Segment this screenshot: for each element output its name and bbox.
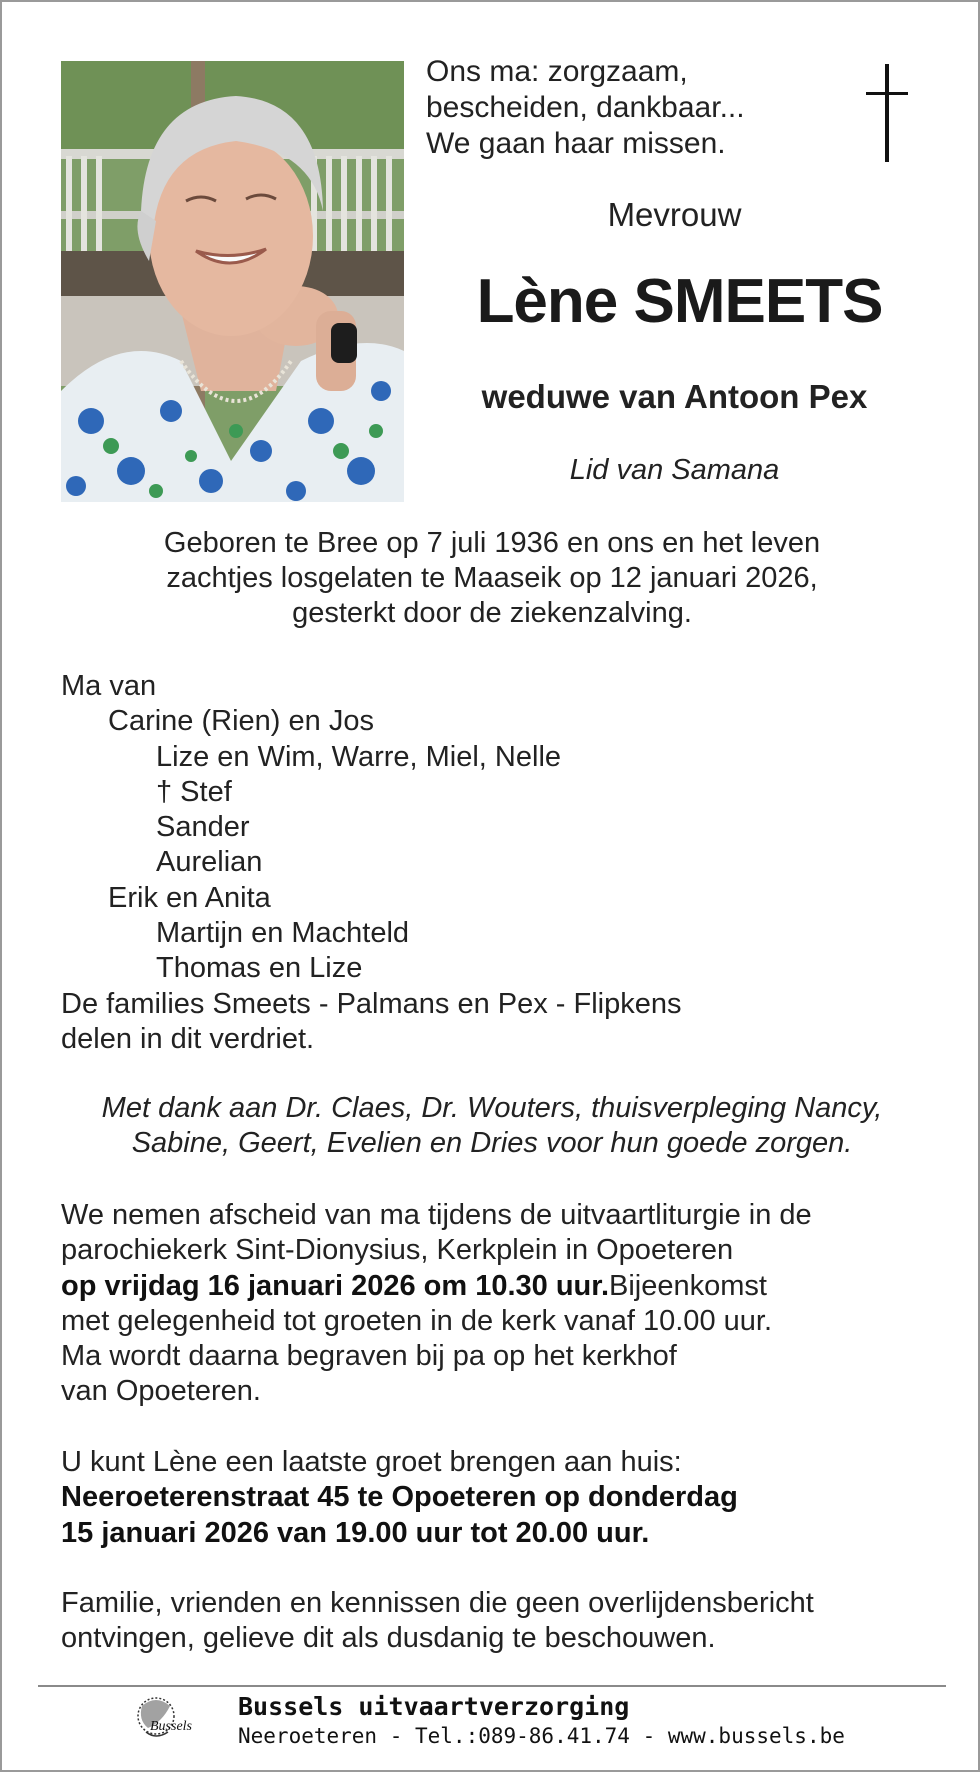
funeral-home-name: Bussels uitvaartverzorging <box>238 1692 630 1721</box>
notice-text <box>61 1586 941 1657</box>
families-line: De families Smeets - Palmans en Pex - Flipkens <box>61 987 682 1020</box>
grandchild-name: Thomas en Lize <box>156 952 363 985</box>
family-heading: Ma van <box>61 670 157 702</box>
grandchild-name: Martijn en Machteld <box>156 917 410 950</box>
visit-line: U kunt Lène een laatste groet brengen aan huis: <box>61 1446 682 1478</box>
ceremony-line: van Opoeteren. <box>61 1375 261 1408</box>
ceremony-line: met gelegenheid tot groeten in de kerk vanaf 10.00 uur. <box>61 1304 772 1337</box>
grandchild-name: Lize en Wim, Warre, Miel, Nelle <box>156 740 562 773</box>
ceremony-line: parochiekerk Sint-Dionysius, Kerkplein in Opoeteren <box>61 1234 734 1267</box>
grandchild-name: Aurelian <box>156 846 263 879</box>
ceremony-line <box>61 1269 941 1304</box>
membership: Lid van Samana <box>569 454 780 486</box>
thanks-line: Met dank aan Dr. Claes, Dr. Wouters, thuisverpleging Nancy, <box>101 1092 883 1124</box>
bussels-logo <box>134 1692 194 1748</box>
home-visit-details <box>61 1445 941 1551</box>
funeral-home-info <box>238 1692 858 1750</box>
born-line: gesterkt door de ziekenzalving. <box>292 597 692 629</box>
footer-divider <box>38 1685 946 1687</box>
motto-line: We gaan haar missen. <box>426 127 726 160</box>
thanks-note <box>42 1091 942 1161</box>
ceremony-gathering: Bijeenkomst <box>609 1269 767 1302</box>
family-list <box>61 669 931 1057</box>
shared-grief-line: delen in dit verdriet. <box>61 1022 315 1055</box>
ceremony-date: op vrijdag 16 januari 2026 om 10.30 uur. <box>61 1269 610 1302</box>
motto <box>426 54 786 162</box>
motto-line: Ons ma: zorgzaam, <box>426 55 688 88</box>
notice-line: ontvingen, gelieve dit als dusdanig te beschouwen. <box>61 1622 716 1655</box>
child-name: Erik en Anita <box>108 881 271 914</box>
ceremony-details <box>61 1198 941 1410</box>
svg-text:Bussels: Bussels <box>150 1719 192 1734</box>
thanks-line: Sabine, Geert, Evelien en Dries voor hun goede zorgen. <box>131 1127 853 1159</box>
grandchild-name: † Stef <box>156 775 232 808</box>
child-name: Carine (Rien) en Jos <box>108 705 374 738</box>
born-line: zachtjes losgelaten te Maaseik op 12 januari 2026, <box>166 562 818 594</box>
portrait-photo <box>61 61 404 502</box>
motto-line: bescheiden, dankbaar... <box>426 91 745 124</box>
grandchild-name: Sander <box>156 811 250 844</box>
ceremony-line: We nemen afscheid van ma tijdens de uitvaartliturgie in de <box>61 1199 812 1231</box>
honorific: Mevrouw <box>607 196 742 233</box>
cross-icon <box>866 64 908 162</box>
deceased-name: Lène SMEETS <box>476 267 883 336</box>
visit-time: 15 januari 2026 van 19.00 uur tot 20.00 uur. <box>61 1516 650 1549</box>
visit-address: Neeroeterenstraat 45 te Opoeteren op donderdag <box>61 1481 738 1514</box>
born-line: Geboren te Bree op 7 juli 1936 en ons en het leven <box>163 527 821 559</box>
birth-death-details <box>61 526 923 631</box>
widow-of: weduwe van Antoon Pex <box>481 378 868 415</box>
ceremony-line: Ma wordt daarna begraven bij pa op het kerkhof <box>61 1340 677 1373</box>
notice-line: Familie, vrienden en kennissen die geen overlijdensbericht <box>61 1587 814 1619</box>
funeral-home-contact: Neeroeteren - Tel.:089-86.41.74 - www.bussels.be <box>238 1724 845 1748</box>
